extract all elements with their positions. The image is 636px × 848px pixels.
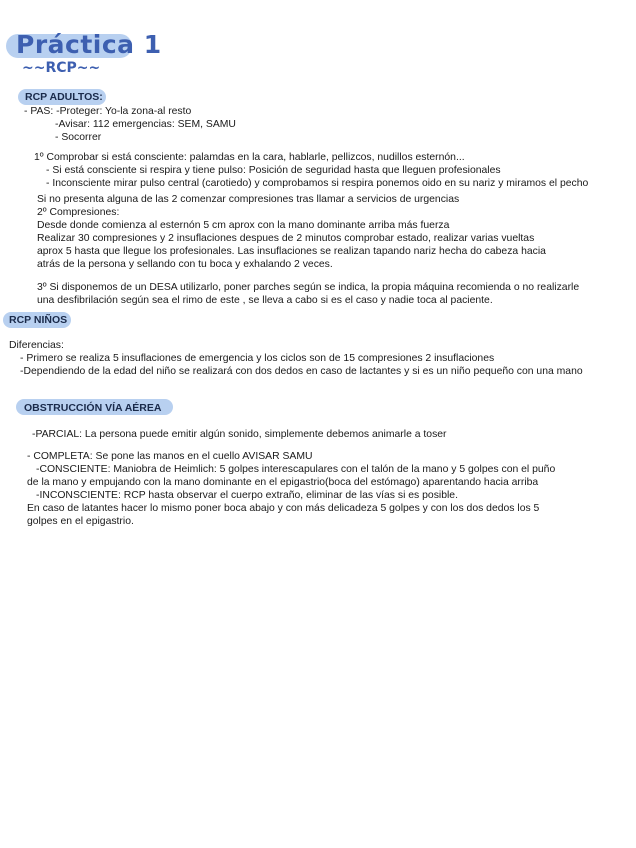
text-line: 3º Si disponemos de un DESA utilizarlo, poner parches según se indica, la propia máquina recomienda o no realizarle [37, 282, 580, 293]
text-line: - Si está consciente si respira y tiene pulso: Posición de seguridad hasta que lleguen profesionales [46, 165, 501, 176]
text-line: - Socorrer [55, 132, 102, 143]
text-line: de la mano y empujando con la mano dominante en el epigastrio(boca del estómago) aparentando hacia arriba [27, 477, 539, 488]
heading-rcp-adultos: RCP ADULTOS: [25, 91, 103, 103]
text-line: - COMPLETA: Se pone las manos en el cuello AVISAR SAMU [27, 451, 313, 462]
heading-rcp-ninos: RCP NIÑOS [9, 314, 68, 326]
text-line: aprox 5 hasta que llegue los profesionales. Las insuflaciones se realizan tapando nariz hecha do cabeza hacia [37, 246, 546, 257]
text-line: atrás de la persona y sellando con tu boca y exhalando 2 veces. [37, 259, 333, 270]
text-line: Diferencias: [9, 340, 64, 351]
text-line: Realizar 30 compresiones y 2 insuflaciones despues de 2 minutos comprobar estado, realizar varias vueltas [37, 233, 535, 244]
text-line: - Inconsciente mirar pulso central (carotiedo) y comprobamos si respira ponemos oido en su nariz y miramos el pecho [46, 178, 589, 189]
text-line: -PARCIAL: La persona puede emitir algún sonido, simplemente debemos animarle a toser [32, 429, 447, 440]
text-line: -Avisar: 112 emergencias: SEM, SAMU [55, 119, 236, 130]
text-line: En caso de latantes hacer lo mismo poner boca abajo y con más delicadeza 5 golpes y con los dos dedos los 5 [27, 503, 540, 514]
text-line: - PAS: -Proteger: Yo-la zona-al resto [24, 106, 192, 117]
text-line: -INCONSCIENTE: RCP hasta observar el cuerpo extraño, eliminar de las vías si es posible. [36, 490, 458, 501]
title-block [6, 28, 162, 88]
page-title: Práctica 1 [16, 30, 162, 59]
text-line: Si no presenta alguna de las 2 comenzar compresiones tras llamar a servicios de urgencias [37, 194, 460, 205]
text-line: 2º Compresiones: [37, 207, 120, 218]
text-line: - Primero se realiza 5 insuflaciones de emergencia y los ciclos son de 15 compresiones 2 insuflaciones [20, 353, 495, 364]
text-line: -CONSCIENTE: Maniobra de Heimlich: 5 golpes interescapulares con el talón de la mano y 5 golpes con el puño [36, 464, 556, 475]
text-line: -Dependiendo de la edad del niño se realizará con dos dedos en caso de lactantes y si es un niño pequeño con una mano [20, 366, 583, 377]
text-line: 1º Comprobar si está consciente: palamdas en la cara, hablarle, pellizcos, nudillos esternón... [34, 152, 465, 163]
page-subtitle: ~~RCP~~ [22, 60, 101, 76]
text-line: una desfibrilación según sea el rimo de este , se lleva a cabo si es el caso y nadie toca al paciente. [37, 295, 493, 306]
text-line: golpes en el epigastrio. [27, 516, 134, 527]
text-line: Desde donde comienza al esternón 5 cm aprox con la mano dominante arriba más fuerza [37, 220, 450, 231]
heading-obstruccion-via-aerea: OBSTRUCCIÓN VÍA AÉREA [24, 402, 162, 414]
